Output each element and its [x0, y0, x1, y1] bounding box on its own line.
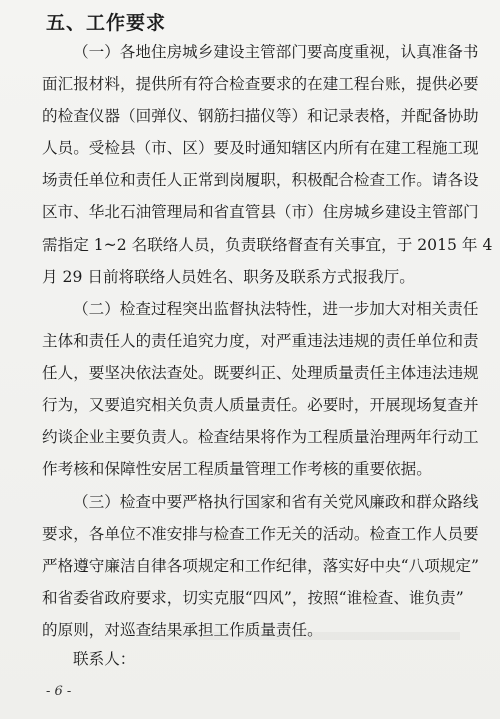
paragraph-line: 约谈企业主要负责人。检查结果将作为工程质量治理两年行动工 — [42, 428, 479, 447]
paragraph-requirements-3 — [42, 486, 482, 646]
paragraph-line: 面汇报材料，提供所有符合检查要求的在建工程台账，提供必要 — [42, 75, 479, 94]
paragraph-line: 严格遵守廉洁自律各项规定和工作纪律，落实好中央“八项规定” — [42, 557, 479, 576]
section-title: 五、工作要求 — [46, 12, 167, 34]
paragraph-line: 的检查仪器（回弹仪、钢筋扫描仪等）和记录表格，并配备协助 — [42, 107, 479, 126]
paragraph-requirements-1 — [42, 36, 493, 293]
contact-label: 联系人： — [73, 650, 136, 668]
paragraph-line: 作考核和保障性安居工程质量管理工作考核的重要依据。 — [42, 460, 432, 479]
paragraph-line: （二）检查过程突出监督执法特性，进一步加大对相关责任 — [73, 300, 479, 318]
paragraph-line: （一）各地住房城乡建设主管部门要高度重视，认真准备书 — [73, 43, 479, 61]
paragraph-line: 的原则，对巡查结果承担工作质量责任。 — [42, 621, 323, 640]
paragraph-line: （三）检查中要严格执行国家和省有关党风廉政和群众路线 — [73, 493, 479, 511]
paragraph-line: 人员。受检县（市、区）要及时通知辖区内所有在建工程施工现 — [42, 139, 479, 158]
scan-artifact — [150, 632, 460, 640]
paragraph-line: 要求，各单位不准安排与检查工作无关的活动。检查工作人员要 — [42, 525, 479, 544]
paragraph-line: 月 29 日前将联络人员姓名、职务及联系方式报我厅。 — [42, 267, 415, 286]
paragraph-line: 主体和责任人的责任追究力度，对严重违法违规的责任单位和责 — [42, 332, 479, 351]
paragraph-line: 区市、华北石油管理局和省直管县（市）住房城乡建设主管部门 — [42, 203, 479, 222]
paragraph-line: 场责任单位和责任人正常到岗履职，积极配合检查工作。请各设 — [42, 171, 479, 190]
paragraph-line: 和省委省政府要求，切实克服“四风”，按照“谁检查、谁负责” — [42, 589, 464, 608]
page-number: - 6 - — [46, 684, 72, 699]
paragraph-line: 需指定 1~2 名联络人员，负责联络督查有关事宜，于 2015 年 4 — [42, 235, 493, 254]
paragraph-line: 任人，要坚决依法查处。既要纠正、处理质量责任主体违法违规 — [42, 364, 479, 383]
paragraph-requirements-2 — [42, 293, 482, 486]
paragraph-line: 行为，又要追究相关负责人质量责任。必要时，开展现场复查并 — [42, 396, 479, 415]
